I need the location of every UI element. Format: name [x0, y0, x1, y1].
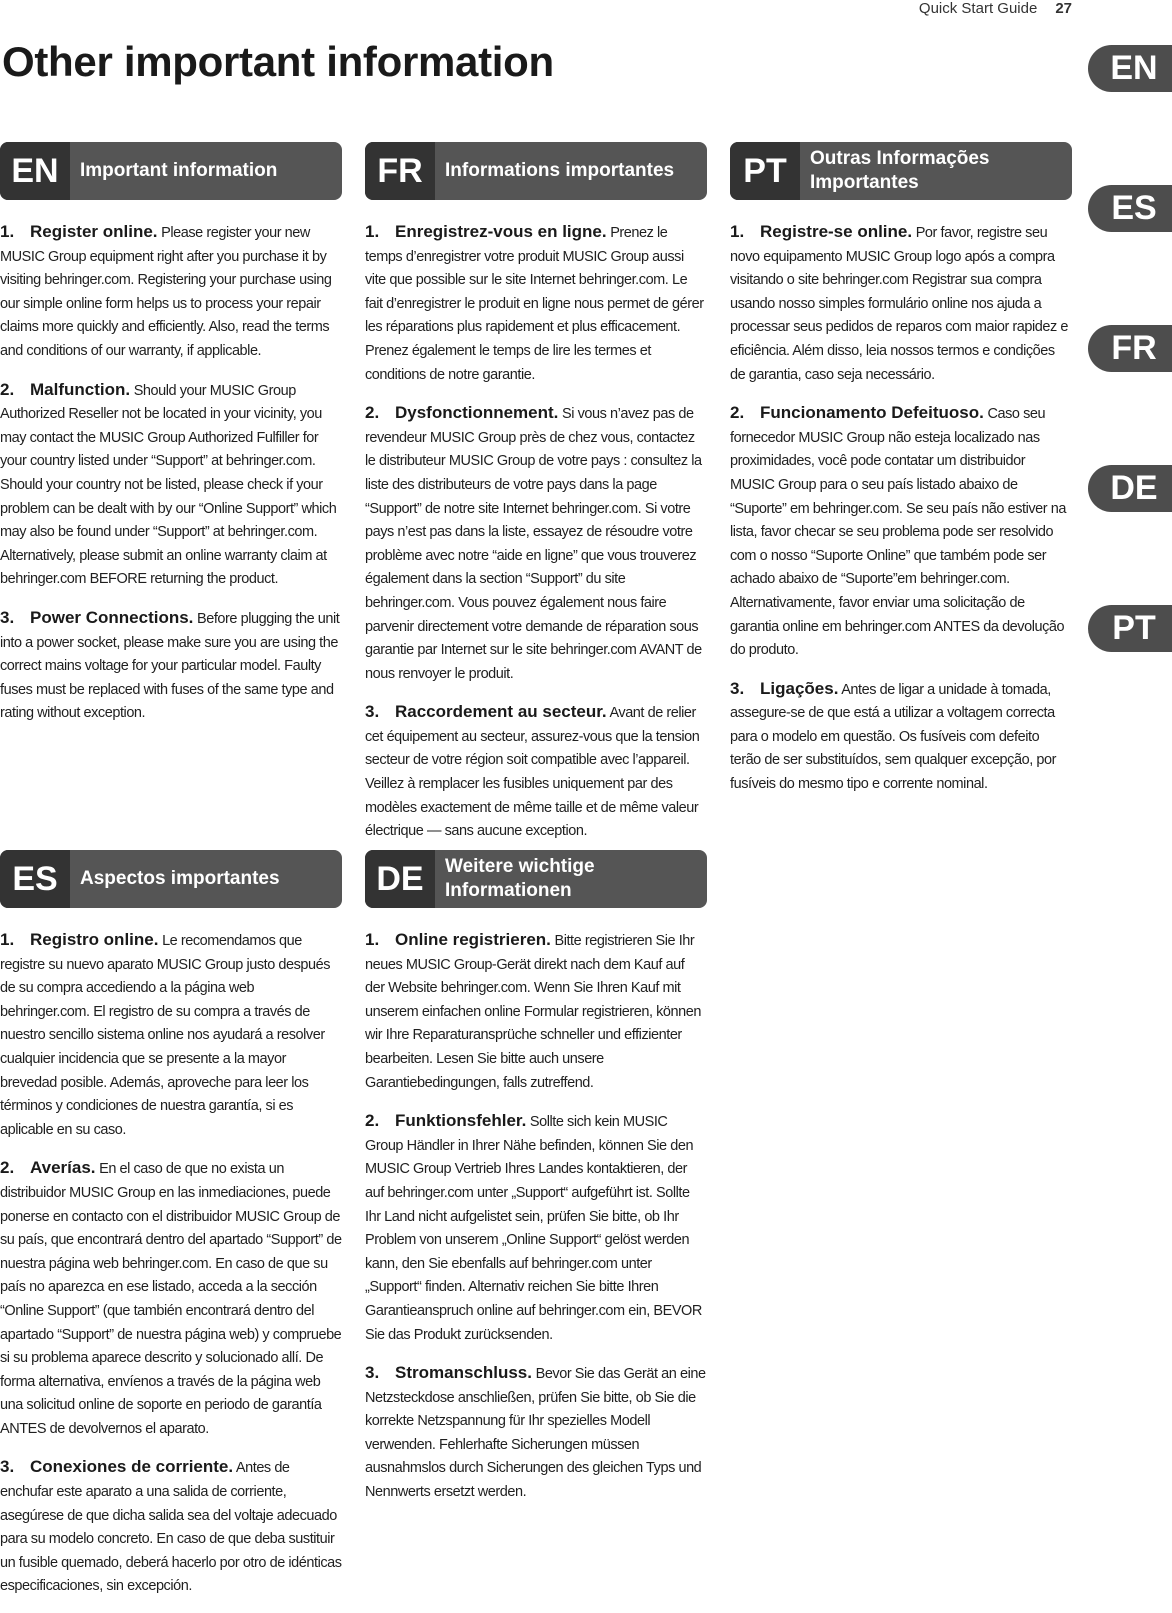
- item-heading: Registre-se online.: [760, 222, 913, 241]
- item-number: 2.: [0, 379, 15, 399]
- item-text: En el caso de que no exista un distribuidor MUSIC Group en las inmediaciones, puede ponerse en contacto con el distribuidor MUSIC Group de su país, que encontrará dentro del apartado “Support” de nuestra página web behringer.com. En caso de que su país no aparezca en ese listado, acceda a la sección “Online Support” (que también encontrará dentro del apartado “Support” de nuestra página web) y compruebe si su problema aparece descrito y solucionado allí. De forma alternativa, envíenos a través de la página web una solicitud online de soporte en periodo de garantía ANTES de devolvernos el aparato.: [0, 1161, 342, 1437]
- item-heading: Malfunction.: [30, 379, 131, 399]
- item-text: Avant de relier cet équipement au secteur, assurez-vous que la tension secteur de votre région soit compatible avec l’appareil. Veillez à remplacer les fusibles uniquement par des modèles exactement de même taille et de même valeur électrique — sans aucune exception.: [365, 705, 700, 840]
- list-item: [365, 1361, 707, 1505]
- item-heading: Dysfonctionnement.: [395, 403, 559, 423]
- item-number: 1.: [0, 222, 15, 241]
- language-code: FR: [365, 142, 435, 200]
- item-heading: Conexiones de corriente.: [30, 1457, 234, 1477]
- section-title: Outras Informações Importantes: [810, 148, 990, 193]
- item-text: Please register your new MUSIC Group equipment right after you purchase it by visiting behringer.com. Registering your purchase using our simple online form helps us to process your repair claims more quickly and efficiently. Also, read the terms and conditions of our warranty, if applicable.: [0, 225, 332, 359]
- item-text: Por favor, registre seu novo equipamento MUSIC Group logo após a compra visitando o site behringer.com Registrar sua compra usando nosso simples formulário online nos ajuda a processar seus pedidos de reparos com maior rapidez e eficiência. Além disso, leia nossos termos e condições de garantia, caso seja necessário.: [730, 225, 1069, 383]
- item-heading: Funcionamento Defeituoso.: [760, 403, 984, 423]
- language-code: DE: [365, 850, 435, 908]
- list-item: [0, 220, 342, 364]
- item-text: Caso seu fornecedor MUSIC Group não esteja localizado nas proximidades, você pode contatar um distribuidor MUSIC Group para o seu país listado abaixo de “Suporte” em behringer.com. Se seu país não estiver na lista, favor checar se seu problema pode ser resolvido com o nosso “Suporte Online” que também pode ser achado abaixo de “Suporte”em behringer.com. Alternativamente, favor enviar uma solicitação de garantia online em behringer.com ANTES da devolução do produto.: [730, 406, 1066, 659]
- language-side-tabs: [1088, 45, 1172, 745]
- page-title: Other important information: [2, 38, 554, 85]
- list-item: [0, 1455, 342, 1599]
- section-title: Aspectos importantes: [80, 868, 280, 889]
- side-tab-es[interactable]: ES: [1088, 185, 1172, 232]
- item-number: 3.: [0, 1457, 15, 1477]
- list-item: [365, 401, 707, 686]
- item-number: 3.: [730, 678, 745, 698]
- item-text: Bevor Sie das Gerät an eine Netzsteckdose anschließen, prüfen Sie bitte, ob Sie die korrekte Netzspannung für Ihr spezielles Modell verwenden. Fehlerhafte Sicherungen müssen ausnahmslos durch Sicherungen des gleichen Typs und Nennwerts ersetzt werden.: [365, 1366, 706, 1501]
- item-text: Bitte registrieren Sie Ihr neues MUSIC Group-Gerät direkt nach dem Kauf auf der Website behringer.com. Wenn Sie Ihren Kauf mit unserem einfachen online Formular registrieren, können wir Ihre Reparaturansprüche schneller und effizienter bearbeiten. Lesen Sie bitte auch unsere Garantiebedingungen, falls zutreffend.: [365, 933, 701, 1091]
- item-text: Prenez le temps d’enregistrer votre produit MUSIC Group aussi vite que possible sur le site Internet behringer.com. Le fait d’enregistrer le produit en ligne nous permet de gérer les réparations plus rapidement et plus efficacement. Prenez également le temps de lire les termes et conditions de notre garantie.: [365, 225, 704, 383]
- item-text: Le recomendamos que registre su nuevo aparato MUSIC Group justo después de su compra accediendo a la página web behringer.com. El registro de su compra a través de nuestro sencillo sistema online nos ayudará a resolver cualquier incidencia que se presente a la mayor brevedad posible. Además, aproveche para leer los términos y condiciones de nuestra garantía, si es aplicable en su caso.: [0, 933, 331, 1138]
- item-text: Antes de enchufar este aparato a una salida de corriente, asegúrese de que dicha salida sea del voltaje adecuado para su modelo concreto. En caso de que deba sustituir un fusible quemado, deberá hacerlo por otro de idénticas especificaciones, sin excepción.: [0, 1460, 342, 1595]
- section-title: Weitere wichtige Informationen: [445, 856, 595, 901]
- list-item: [730, 401, 1072, 663]
- section-header: [0, 142, 342, 200]
- item-number: 1.: [365, 930, 380, 949]
- item-number: 3.: [365, 702, 380, 722]
- item-text: Sollte sich kein MUSIC Group Händler in Ihrer Nähe befinden, können Sie den MUSIC Group Vertrieb Ihres Landes kontaktieren, der auf behringer.com unter „Support“ aufgeführt ist. Sollte Ihr Land nicht aufgelistet sein, prüfen Sie bitte, ob Ihr Problem von unserem „Online Support“ gelöst werden kann, den Sie ebenfalls auf behringer.com unter „Support“ finden. Alternativ reichen Sie bitte Ihren Garantieanspruch online auf behringer.com ein, BEVOR Sie das Produkt zurücksenden.: [365, 1114, 702, 1343]
- section-header: [0, 850, 342, 908]
- item-heading: Ligações.: [760, 678, 839, 698]
- side-tab-en[interactable]: EN: [1088, 45, 1172, 92]
- item-heading: Registro online.: [30, 930, 159, 949]
- section-es: [0, 850, 342, 1613]
- item-number: 2.: [0, 1158, 15, 1178]
- item-number: 3.: [365, 1363, 380, 1383]
- section-header: [365, 142, 707, 200]
- section-title: Informations importantes: [445, 160, 675, 181]
- item-heading: Stromanschluss.: [395, 1363, 532, 1383]
- item-text: Should your MUSIC Group Authorized Reseller not be located in your vicinity, you may contact the MUSIC Group Authorized Fulfiller for your country listed under “Support” at behringer.com. Should your country not be listed, please check if your problem can be dealt with by our “Online Support” which may also be found under “Support” at behringer.com. Alternatively, please submit an online warranty claim at behringer.com BEFORE returning the product.: [0, 382, 337, 588]
- item-number: 2.: [365, 1111, 380, 1131]
- language-code: PT: [730, 142, 800, 200]
- list-item: [0, 928, 342, 1142]
- section-header: [365, 850, 707, 908]
- item-text: Si vous n’avez pas de revendeur MUSIC Group près de chez vous, contactez le distributeur MUSIC Group de votre pays : consultez la liste des distributeurs de votre pays dans la page “Support” de notre site Internet behringer.com. Si votre pays n’est pas dans la liste, essayez de résoudre votre problème avec notre “aide en ligne” que vous trouverez également dans la section “Support” du site behringer.com. Vous pouvez également nous faire parvenir directement votre demande de réparation sous garantie par Internet sur le site behringer.com AVANT de nous renvoyer le produit.: [365, 406, 702, 682]
- running-header: [919, 0, 1072, 17]
- side-tab-pt[interactable]: PT: [1088, 605, 1172, 652]
- item-text: Before plugging the unit into a power socket, please make sure you are using the correct mains voltage for your particular model. Faulty fuses must be replaced with fuses of the same type and rating without exception.: [0, 610, 340, 722]
- section-en: [0, 142, 342, 740]
- item-number: 1.: [0, 930, 15, 949]
- section-de: [365, 850, 707, 1519]
- item-heading: Register online.: [30, 222, 158, 241]
- side-tab-fr[interactable]: FR: [1088, 325, 1172, 372]
- item-number: 1.: [730, 222, 745, 241]
- side-tab-de[interactable]: DE: [1088, 465, 1172, 512]
- section-header: [730, 142, 1072, 200]
- item-heading: Power Connections.: [30, 607, 194, 627]
- list-item: [365, 1109, 707, 1347]
- list-item: [0, 606, 342, 726]
- item-number: 3.: [0, 607, 15, 627]
- page-number: 27: [1055, 0, 1072, 17]
- item-heading: Online registrieren.: [395, 930, 551, 949]
- section-fr: [365, 142, 707, 858]
- language-code: EN: [0, 142, 70, 200]
- item-number: 1.: [365, 222, 380, 241]
- item-heading: Enregistrez-vous en ligne.: [395, 222, 607, 241]
- item-heading: Averías.: [30, 1158, 96, 1178]
- section-title: Important information: [80, 160, 278, 181]
- list-item: [365, 220, 707, 387]
- item-heading: Funktionsfehler.: [395, 1111, 527, 1131]
- section-pt: [730, 142, 1072, 811]
- list-item: [730, 220, 1072, 387]
- list-item: [0, 1156, 342, 1441]
- list-item: [365, 700, 707, 844]
- item-text: Antes de ligar a unidade à tomada, assegure-se de que está a utilizar a voltagem correcta para o modelo em questão. Os fusíveis com defeito terão de ser substituídos, sem qualquer excepção, por fusíveis do mesmo tipo e corrente nominal.: [730, 681, 1056, 793]
- list-item: [0, 378, 342, 592]
- item-number: 2.: [365, 403, 380, 423]
- list-item: [365, 928, 707, 1095]
- guide-title: Quick Start Guide: [918, 0, 1038, 17]
- language-code: ES: [0, 850, 70, 908]
- list-item: [730, 677, 1072, 797]
- item-number: 2.: [730, 403, 745, 423]
- item-heading: Raccordement au secteur.: [395, 702, 607, 722]
